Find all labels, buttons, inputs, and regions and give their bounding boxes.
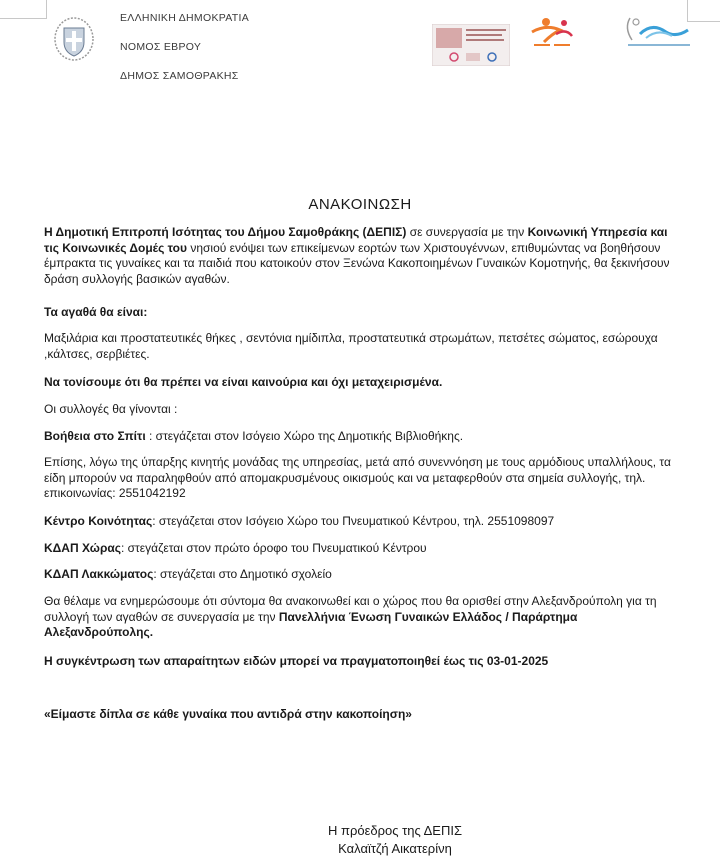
header-line-municipality: ΔΗΜΟΣ ΣΑΜΟΘΡΑΚΗΣ <box>120 70 239 82</box>
kdap-lakkomatos-text: : στεγάζεται στο Δημοτικό σχολείο <box>153 567 332 581</box>
kdap-lakkomatos-label: ΚΔΑΠ Λακκώματος <box>44 567 154 581</box>
alexandroupoli-text: Θα θέλαμε να ενημερώσουμε ότι σύντομα θα ανακοινωθεί και ο χώρος που θα ορισθεί στην Αλεξανδρούπολη για τη συλλογή των αγαθών σε συνεργασία με την <box>44 594 657 624</box>
signature-role: Η πρόεδρος της ΔΕΠΙΣ <box>327 823 463 838</box>
community-center-label: Κέντρο Κοινότητας <box>44 514 153 528</box>
womens-union-name: Πανελλήνια Ένωση Γυναικών Ελλάδος / Παράρτημα Αλεξανδρούπολης. <box>44 609 578 639</box>
kdap-choras-label: ΚΔΑΠ Χώρας <box>44 541 121 555</box>
new-items-note: Να τονίσουμε ότι θα πρέπει να είναι καινούρια και όχι μεταχειρισμένα. <box>44 375 443 389</box>
alexandroupoli-paragraph <box>44 594 676 641</box>
intro-text-1: σε συνεργασία με την <box>406 225 528 239</box>
home-help-label: Βοήθεια στο Σπίτι <box>44 429 146 443</box>
deadline-note: Η συγκέντρωση των απαραίτητων ειδών μπορεί να πραγματοποιηθεί έως τις 03-01-2025 <box>44 654 549 668</box>
intro-social-services: Κοινωνική Υπηρεσία και τις Κοινωνικές Δομές του <box>44 225 668 255</box>
partner-logo-1 <box>432 24 510 66</box>
greek-emblem-icon <box>52 14 96 62</box>
intro-text-2: νησιού ενόψει των επικείμενων εορτών των Χριστουγέννων, επιθυμώντας να βοηθήσουν έμπρακτα τις γυναίκες και τα παιδιά που κατοικούν στον Ξενώνα Κακοποιημένων Γυναικών Κομοτηνής, θα ξεκινήσουν δράση συλλογής βασικών αγαθών. <box>44 240 670 286</box>
collection-point-kdap-lakkomatos <box>44 567 676 583</box>
goods-heading: Τα αγαθά θα είναι: <box>44 305 148 319</box>
community-center-text: : στεγάζεται στον Ισόγειο Χώρο του Πνευματικού Κέντρου, τηλ. 2551098097 <box>152 514 555 528</box>
campaign-slogan: «Είμαστε δίπλα σε κάθε γυναίκα που αντιδρά στην κακοποίηση» <box>44 707 412 721</box>
home-help-text: : στεγάζεται στον Ισόγειο Χώρο της Δημοτικής Βιβλιοθήκης. <box>145 429 464 443</box>
partner-logo-3 <box>622 14 696 50</box>
mobile-unit-paragraph: Επίσης, λόγω της ύπαρξης κινητής μονάδας της υπηρεσίας, μετά από συνεννόηση με τους αρμόδιους υπαλλήλους, τα είδη μπορούν να παραληφθούν από απομακρυσμένους οικισμούς και να μεταφερθούν στα σημεία συλλογής, τηλ. επικοινωνίας: 2551042192 <box>44 455 671 500</box>
partner-logo-2 <box>526 16 578 50</box>
header-line-prefecture: ΝΟΜΟΣ ΕΒΡΟΥ <box>120 41 202 53</box>
page-title: ΑΝΑΚΟΙΝΩΣΗ <box>308 196 412 213</box>
header-line-republic: ΕΛΛΗΝΙΚΗ ΔΗΜΟΚΡΑΤΙΑ <box>120 12 250 24</box>
signature-name: Καλαϊτζή Αικατερίνη <box>338 841 452 856</box>
collection-point-home-help <box>44 429 676 445</box>
kdap-choras-text: : στεγάζεται στον πρώτο όροφο του Πνευματικού Κέντρου <box>120 541 427 555</box>
intro-paragraph <box>44 225 676 287</box>
intro-committee: Η Δημοτική Επιτροπή Ισότητας του Δήμου Σαμοθράκης (ΔΕΠΙΣ) <box>44 225 407 239</box>
collection-point-kdap-choras <box>44 541 676 557</box>
collections-intro: Οι συλλογές θα γίνονται : <box>44 402 178 416</box>
collection-point-community-center <box>44 514 676 530</box>
goods-list: Μαξιλάρια και προστατευτικές θήκες , σεντόνια ημίδιπλα, προστατευτικά στρωμάτων, πετσέτες σώματος, εσώρουχα ,κάλτσες, σερβιέτες. <box>44 331 658 361</box>
page-corner-mark <box>0 0 47 19</box>
